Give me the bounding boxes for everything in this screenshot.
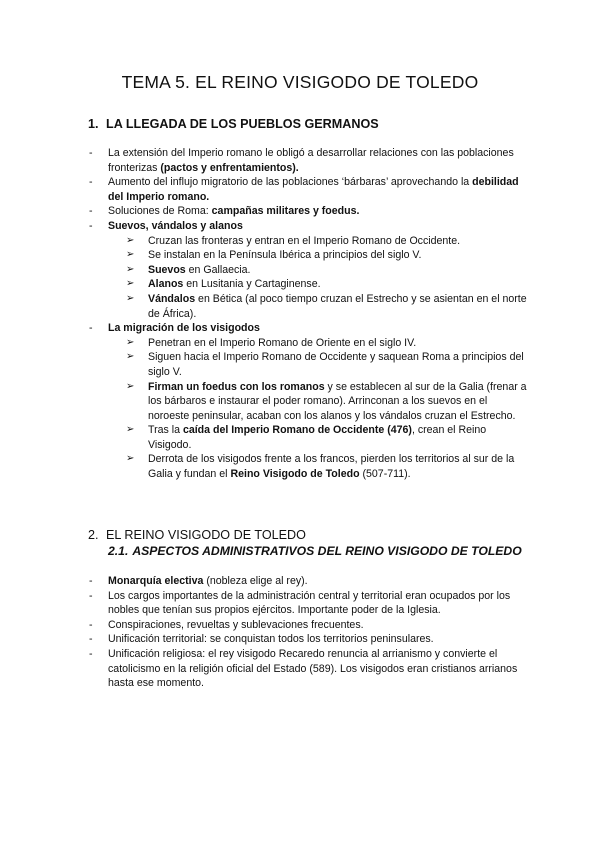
list-item: - Conspiraciones, revueltas y sublevaciones frecuentes. xyxy=(89,618,364,631)
sub-list-item: ➢ Vándalos en Bética (al poco tiempo cruzan el Estrecho y se asientan en el norte de África). xyxy=(126,292,527,320)
arrow-bullet-icon: ➢ xyxy=(126,424,135,436)
section-1-number: 1. xyxy=(88,117,99,131)
page-title: TEMA 5. EL REINO VISIGODO DE TOLEDO xyxy=(121,72,479,92)
dash-bullet: - xyxy=(89,147,93,159)
dash-bullet: - xyxy=(89,633,93,646)
arrow-bullet-icon: ➢ xyxy=(126,380,135,392)
list-item: - La migración de los visigodos xyxy=(89,322,260,335)
dash-bullet: - xyxy=(89,176,93,189)
sub-list-item: ➢ Cruzan las fronteras y entran en el Imperio Romano de Occidente. xyxy=(126,234,461,247)
list-item: - Los cargos importantes de la administración central y territorial eran ocupados por los nobles que tenían sus propios ejércitos. Importante poder de la Iglesia. xyxy=(89,589,511,617)
dash-bullet: - xyxy=(89,647,93,660)
dash-bullet: - xyxy=(89,205,93,218)
dash-bullet: - xyxy=(89,618,93,631)
sub-list-item: ➢ Firman un foedus con los romanos y se establecen al sur de la Galia (frenar a los bárbaros e instaurar el poder romano). Arrinconan a los suevos en el noroeste peninsular, acaban con los alanos y los vándalos cruzan el Estrecho. xyxy=(126,380,527,422)
sub-list-item: ➢ Alanos en Lusitania y Cartaginense. xyxy=(126,278,321,291)
list-item: - Monarquía electiva (nobleza elige al rey). xyxy=(89,575,308,587)
arrow-bullet-icon: ➢ xyxy=(126,263,135,275)
list-item: - Unificación religiosa: el rey visigodo Recaredo renuncia al arrianismo y convierte el catolicismo en la religión oficial del Estado (589). Los visigodos eran cristianos arrianos hasta ese momento. xyxy=(89,647,518,690)
sub-list-item: ➢ Suevos en Gallaecia. xyxy=(126,263,251,276)
section-2-heading xyxy=(88,528,306,542)
arrow-bullet-icon: ➢ xyxy=(126,336,135,348)
arrow-bullet-icon: ➢ xyxy=(126,292,135,304)
sub-list-item: ➢ Penetran en el Imperio Romano de Oriente en el siglo IV. xyxy=(126,336,417,349)
list-item: - La extensión del Imperio romano le obligó a desarrollar relaciones con las poblaciones fronterizas (pactos y enfrentamientos). xyxy=(89,147,514,174)
subsection-title: ASPECTOS ADMINISTRATIVOS DEL REINO VISIGODO DE TOLEDO xyxy=(132,544,522,558)
section-2-list xyxy=(88,574,528,691)
subsection-number: 2.1. xyxy=(108,544,129,558)
arrow-bullet-icon: ➢ xyxy=(126,249,135,261)
section-1-heading xyxy=(88,117,379,131)
list-item: - Unificación territorial: se conquistan todos los territorios peninsulares. xyxy=(89,633,434,646)
section-1-title: LA LLEGADA DE LOS PUEBLOS GERMANOS xyxy=(106,117,379,131)
list-item: - Aumento del influjo migratorio de las poblaciones ‘bárbaras’ aprovechando la debilidad del Imperio romano. xyxy=(89,176,519,203)
section-2-title: EL REINO VISIGODO DE TOLEDO xyxy=(106,528,306,542)
dash-bullet: - xyxy=(89,589,93,602)
dash-bullet: - xyxy=(89,322,93,335)
section-1-list xyxy=(88,146,528,482)
arrow-bullet-icon: ➢ xyxy=(126,453,135,465)
section-2-number: 2. xyxy=(88,528,99,542)
sub-list-item: ➢ Tras la caída del Imperio Romano de Occidente (476), crean el Reino Visigodo. xyxy=(126,424,487,451)
list-item: - Suevos, vándalos y alanos xyxy=(89,219,243,232)
arrow-bullet-icon: ➢ xyxy=(126,351,135,363)
arrow-bullet-icon: ➢ xyxy=(126,278,135,290)
list-item: - Soluciones de Roma: campañas militares y foedus. xyxy=(89,205,360,218)
dash-bullet: - xyxy=(89,219,93,232)
sub-list-item: ➢ Siguen hacia el Imperio Romano de Occidente y saquean Roma a principios del siglo V. xyxy=(126,351,524,378)
sub-list-item: ➢ Se instalan en la Península Ibérica a principios del siglo V. xyxy=(126,249,422,262)
dash-bullet: - xyxy=(89,575,93,587)
sub-list-item: ➢ Derrota de los visigodos frente a los francos, pierden los territorios al sur de la Galia y fundan el Reino Visigodo de Toledo (507-711). xyxy=(126,453,515,481)
subsection-2-1-heading xyxy=(108,544,522,558)
arrow-bullet-icon: ➢ xyxy=(126,234,135,246)
